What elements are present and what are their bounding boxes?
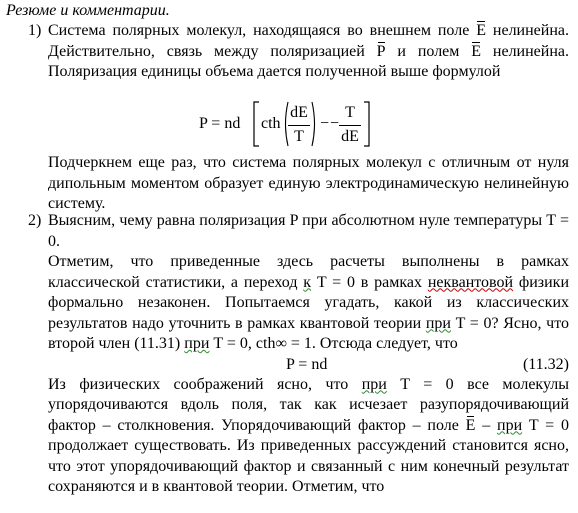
cth-label: cth	[261, 115, 281, 132]
list-item-1	[28, 21, 569, 83]
item-2-paragraph-2	[48, 375, 569, 498]
text-run: –	[475, 416, 497, 434]
fraction-t-de	[339, 103, 361, 147]
right-paren	[310, 101, 318, 147]
text-run: Отметим, что приведенные здесь расчеты выполнены в рамках классической статистики, а переход	[48, 253, 569, 291]
text-run: при	[425, 314, 451, 332]
item-1-continuation	[28, 153, 569, 215]
item-number: 2)	[28, 212, 42, 229]
text-run: нелинейна. Поляризация единицы объема дается полученной выше формулой	[48, 42, 570, 80]
equation-11-32	[48, 355, 569, 375]
minus-sign: −	[320, 115, 330, 132]
text-run: физики формально незаконен. Попытаемся угадать, какой из классических результатов надо уточнить в рамках квантовой теории	[48, 273, 570, 332]
item-2-paragraph-1	[48, 252, 569, 355]
equation-body: P = nd	[286, 355, 328, 373]
text-run: Из физических соображений ясно, что	[48, 375, 362, 393]
equation-number: (11.32)	[522, 355, 569, 373]
right-bracket	[362, 101, 372, 147]
text-run: при	[497, 416, 523, 434]
text-run: при	[184, 335, 210, 352]
text-run: к	[303, 273, 312, 291]
fraction-numerator: T	[345, 104, 355, 121]
fraction-bar	[339, 125, 361, 126]
fraction-denominator: T	[294, 127, 304, 145]
text-run: T = 0? Ясно, что второй член (11.31)	[48, 314, 570, 352]
vector-e: E	[476, 21, 486, 42]
fraction-numerator: dE	[290, 104, 308, 121]
formula-lhs: P = nd	[199, 115, 241, 132]
left-bracket	[251, 101, 261, 147]
text-run: при	[361, 375, 387, 393]
fraction-denominator: dE	[341, 127, 359, 145]
text-run: Система полярных молекул, находящаяся во внешнем поле	[48, 22, 477, 39]
text-run: T = 0 в рамках	[311, 273, 428, 291]
list-item-2	[28, 211, 569, 498]
item-1-after-paragraph: Подчеркнем еще раз, что система полярных молекул с отличным от нуля дипольным моментом образует единую электродинамическую нелинейную систему.	[48, 154, 569, 212]
item-1-text	[48, 21, 569, 83]
minus-sign: −	[330, 115, 340, 132]
text-run: нелинейна. Действительно, связь между поляризацией	[48, 22, 570, 60]
text-run: неквантовой	[427, 273, 514, 291]
text-run: T = 0 продолжает существовать. Из приведенных рассуждений становится ясно, что этот упорядочивающий фактор и связанный с ним конечный результат сохраняются и в квантовой теории. Отметим, что	[48, 416, 569, 495]
section-heading: Резюме и комментарии.	[6, 2, 170, 19]
item-1-after-text	[48, 153, 569, 215]
vector-e: E	[471, 42, 481, 63]
vector-p: P	[377, 42, 386, 63]
vector-e: E	[466, 416, 476, 437]
item-2-text	[48, 211, 569, 498]
fraction-de-t	[288, 103, 310, 147]
text-run: T = 0 все молекулы упорядочиваются вдоль поля, так как исчезает разупорядочивающий фактор – столкновения. Упорядочивающий фактор – поле	[48, 375, 570, 434]
item-2-intro: Выясним, чему равна поляризация P при абсолютном нуле температуры T = 0.	[48, 212, 569, 250]
text-run: и полем	[385, 42, 472, 60]
fraction-bar	[288, 125, 310, 126]
item-1-paragraph	[48, 21, 569, 83]
text-run: T = 0, cth∞ = 1. Отсюда следует, что	[209, 335, 458, 352]
item-number: 1)	[28, 22, 42, 39]
